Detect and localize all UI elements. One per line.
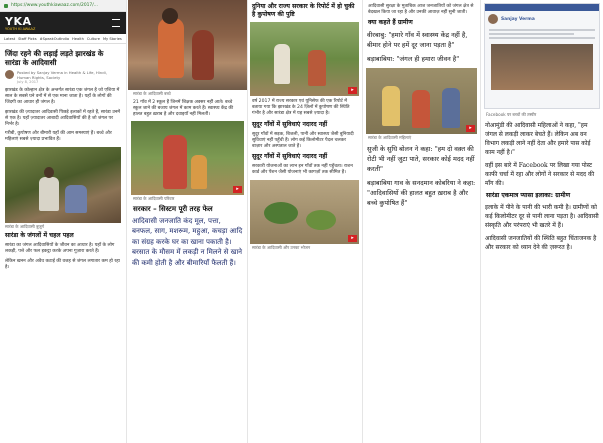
facebook-header	[485, 4, 599, 11]
photo-caption: सारंडा के आदिवासी और उनका भोजन	[252, 244, 311, 250]
paragraph: आदिवासी सुरक्षा के मुताबिक आज जनजातियों को जंगल क्षेत्र से बेदखल किया जा रहा है और उनकी आवाज़ नहीं सुनी जाती।	[368, 4, 474, 16]
logo-subtext: YOUTH KI AWAAZ	[5, 27, 36, 31]
worker-figure	[274, 44, 290, 84]
section-heading: सुदूर गाँवों में सुविधाएं नदारद नहीं	[252, 120, 328, 128]
handwritten-paragraph: इलाके में पीने के पानी की भारी कमी है। ग्रामीणों को कई किलोमीटर दूर से पानी लाना पड़ता है। आदिवासी संस्कृति और परंपराएं भी खतरे में हैं।	[485, 203, 599, 229]
paragraph: सरकारी योजनाओं का लाभ इन गाँवों तक नहीं पहुँचता। राशन कार्ड और पेंशन जैसी योजनाएं भी कागज़ों तक सीमित हैं।	[252, 164, 353, 176]
woman-figure-3	[442, 88, 460, 128]
author-line[interactable]: Posted by Sanjay Verma in Health & Life, Hindi, Human Rights, Society	[17, 70, 107, 80]
paragraph: लेकिन खनन और अवैध कटाई की वजह से जंगल लगातार कम हो रहा है।	[5, 258, 120, 270]
handwritten-quote: बड़ाबाबिया गाव के सनदमान कोबरिया ने कहा: "आदिवासियों की हालत बहुत ख़राब है और बच्चे कुपोषित हैं"	[367, 178, 476, 207]
photo-food-leaves	[250, 180, 359, 244]
worker-figure-2	[308, 50, 326, 86]
handwritten-quote: सुजी के सुधि बोलन ने कहा: "हम दो वक़्त की रोटी भी नहीं जुटा पाते, सरकार कोई मदद नहीं करती"	[367, 144, 475, 173]
figure-sitting-2	[65, 185, 87, 213]
woman-figure	[163, 135, 187, 189]
child-figure	[191, 155, 207, 189]
child-head	[162, 8, 178, 24]
nav-latest[interactable]: Latest	[4, 36, 16, 41]
section-heading: क्या कहते हैं ग्रामीण	[368, 19, 413, 27]
post-text-lines	[489, 29, 595, 39]
paragraph: 21 गाँव में 2 स्कूल हैं जिनमें शिक्षक अक्सर नहीं आते। बच्चे स्कूल जाने की बजाय जंगल में काम करते हैं। स्वास्थ्य केंद्र की हालत बहुत ख़राब है और दवाइयाँ नहीं मिलतीं।	[133, 99, 234, 117]
avatar[interactable]	[5, 70, 14, 79]
column-photos	[128, 0, 248, 443]
handwritten-quote: बड़ाबाबिया: "जंगल ही हमारा जीवन है"	[367, 55, 460, 64]
url-text[interactable]: https://www.youthkiawaaz.com/2017/...	[11, 3, 98, 8]
figure-sitting	[39, 177, 59, 211]
image-expand-icon[interactable]: ▸	[466, 125, 475, 132]
nav-culture[interactable]: Culture	[86, 36, 100, 41]
browser-address-bar	[0, 0, 126, 12]
nav-my-stories[interactable]: My Stories	[102, 36, 122, 41]
section-heading: सरकार – सिस्टम पूरी तरह फेल	[133, 204, 213, 213]
handwritten-quote: वीरबाबु: "हमारे गाँव में स्वास्थ्य केंद्र नहीं है, बीमार होने पर हमें दूर जाना पड़ता है"	[367, 31, 468, 50]
lock-icon	[4, 4, 8, 8]
photo-caption: सारंडा के आदिवासी महिलाएं	[368, 135, 412, 141]
section-heading: सारंडा के जंगलों में चहल पहल	[5, 232, 74, 240]
column-browser-screenshot	[0, 0, 127, 443]
section-heading: सारंडा एकमात्र प्यासा इलाका: ग्रामीण	[486, 191, 571, 199]
paragraph: झारखंड की ज़्यादातर आदिवासी पिछड़े इलाकों में रहते हैं, सारंडा उनमें से एक है। यहाँ ज़्यादातर आबादी आदिवासियों की है जो जंगल पर निर्भर है।	[5, 109, 121, 128]
photo-caption: सारंडा के आदिवासी परिवार	[133, 196, 175, 202]
handwritten-paragraph: वहीं इस बारे में Facebook पर लिखा गया पोस्ट काफी चर्चा में रहा और लोगों ने सरकार से मदद की माँग की।	[485, 161, 595, 187]
section-heading: दुनिया और राज्य सरकार के रिपोर्ट में हो चुकी है कुपोषण की पुष्टि	[252, 3, 355, 18]
image-expand-icon[interactable]: ▸	[348, 235, 357, 242]
section-heading: सुदूर गाँवों में सुविधाएं नदारद नहीं	[252, 153, 328, 161]
photo-children	[128, 0, 247, 90]
facebook-post-screenshot	[484, 3, 600, 109]
paragraph: सारंडा का जंगल आदिवासियों के जीवन का आधार है। यहाँ के लोग लकड़ी, पत्ते और फल इकट्ठा करके अपना गुज़ारा करते हैं।	[5, 243, 115, 255]
paragraph: गरीबी, कुपोषण और बीमारी यहाँ की आम समस्याएं हैं। बच्चे और महिलाएं सबसे ज़्यादा प्रभावित हैं।	[5, 131, 112, 143]
image-expand-icon[interactable]: ▸	[233, 186, 242, 193]
menu-icon[interactable]	[112, 19, 120, 27]
photo-women-gathering	[366, 68, 477, 134]
child-figure	[158, 18, 184, 78]
post-photo	[491, 44, 593, 90]
woman-figure-2	[412, 90, 430, 128]
photo-family	[131, 121, 244, 195]
site-header	[0, 12, 126, 34]
leaf-bowl	[264, 202, 298, 224]
avatar[interactable]	[488, 14, 498, 24]
photo-caption: Facebook पर बच्चों की तस्वीर	[486, 112, 537, 117]
handwritten-paragraph: आदिवासी जनजाति कंद मूल, पत्ता, बनफल, साग, मशरूम, महुआ, कचड़ा आदि का संग्रह करके घर का खाना पकाती है। बरसात के मौसम में लकड़ी न मिलने से खाने की कमी होती है और बीमारियाँ फैलती हैं।	[132, 216, 243, 267]
paragraph: सुदूर गाँवों में सड़क, बिजली, पानी और स्वास्थ्य जैसी बुनियादी सुविधाएं नहीं पहुँची हैं। लोग कई किलोमीटर पैदल चलकर बाज़ार और अस्पताल जाते हैं।	[252, 131, 354, 150]
post-date: July 8, 2017	[17, 80, 39, 84]
logo[interactable]: YKA	[5, 15, 32, 28]
photo-caption: सारंडा के आदिवासी बच्चे	[133, 91, 171, 96]
author-block	[5, 70, 121, 84]
leaf-bowl-2	[306, 210, 336, 230]
photo-caption: सारंडा के आदिवासी बुजुर्ग	[5, 223, 44, 229]
child-figure-2	[192, 30, 214, 80]
photo-field-workers	[250, 22, 359, 96]
handwritten-paragraph: आदिवासी जनजातियों की स्थिति बहुत चिंताजनक है और सरकार को ध्यान देने की ज़रूरत है।	[485, 234, 597, 251]
column-article-text	[247, 0, 363, 443]
column-social	[481, 0, 603, 443]
image-expand-icon[interactable]: ▸	[348, 87, 357, 94]
profile-name[interactable]: Sanjay Verma	[501, 16, 535, 22]
article-title: जिंदा रहने की लड़ाई लड़ते झारखंड के सारंडा के आदिवासी	[5, 49, 104, 67]
handwritten-paragraph: नोआमुंडी की आदिवासी महिलाओं ने कहा, "हम जंगल से लकड़ी लाकर बेचते हैं। लेकिन अब वन विभाग लकड़ी लाने नहीं देता और हमारे पास कोई काम नहीं है।"	[485, 121, 591, 156]
nav-speakout[interactable]: #SpeakOutIndia	[39, 36, 70, 41]
photo-elderly-villagers	[5, 147, 121, 223]
woman-figure	[382, 86, 400, 126]
nav-staff-picks[interactable]: Staff Picks	[18, 36, 37, 41]
site-nav	[0, 34, 126, 44]
figure-head	[44, 167, 54, 178]
nav-health[interactable]: Health	[72, 36, 84, 41]
paragraph: वर्ष 2017 में राज्य सरकार एवं यूनिसेफ की एक रिपोर्ट में बताया गया कि झारखंड के 24 ज़िलों में कुपोषण की स्थिति गंभीर है और सारंडा क्षेत्र में यह सबसे ज़्यादा है।	[252, 99, 350, 117]
paragraph: झारखंड के कोल्हान क्षेत्र के अन्तर्गत सारंडा एक जंगल है जो एशिया में साल के सबसे घने वनों में से एक माना जाता है। यहाँ के लोगों की जिंदगी का आधार ही जंगल है।	[5, 88, 120, 106]
column-interviews	[363, 0, 481, 443]
profile-row	[485, 11, 599, 27]
